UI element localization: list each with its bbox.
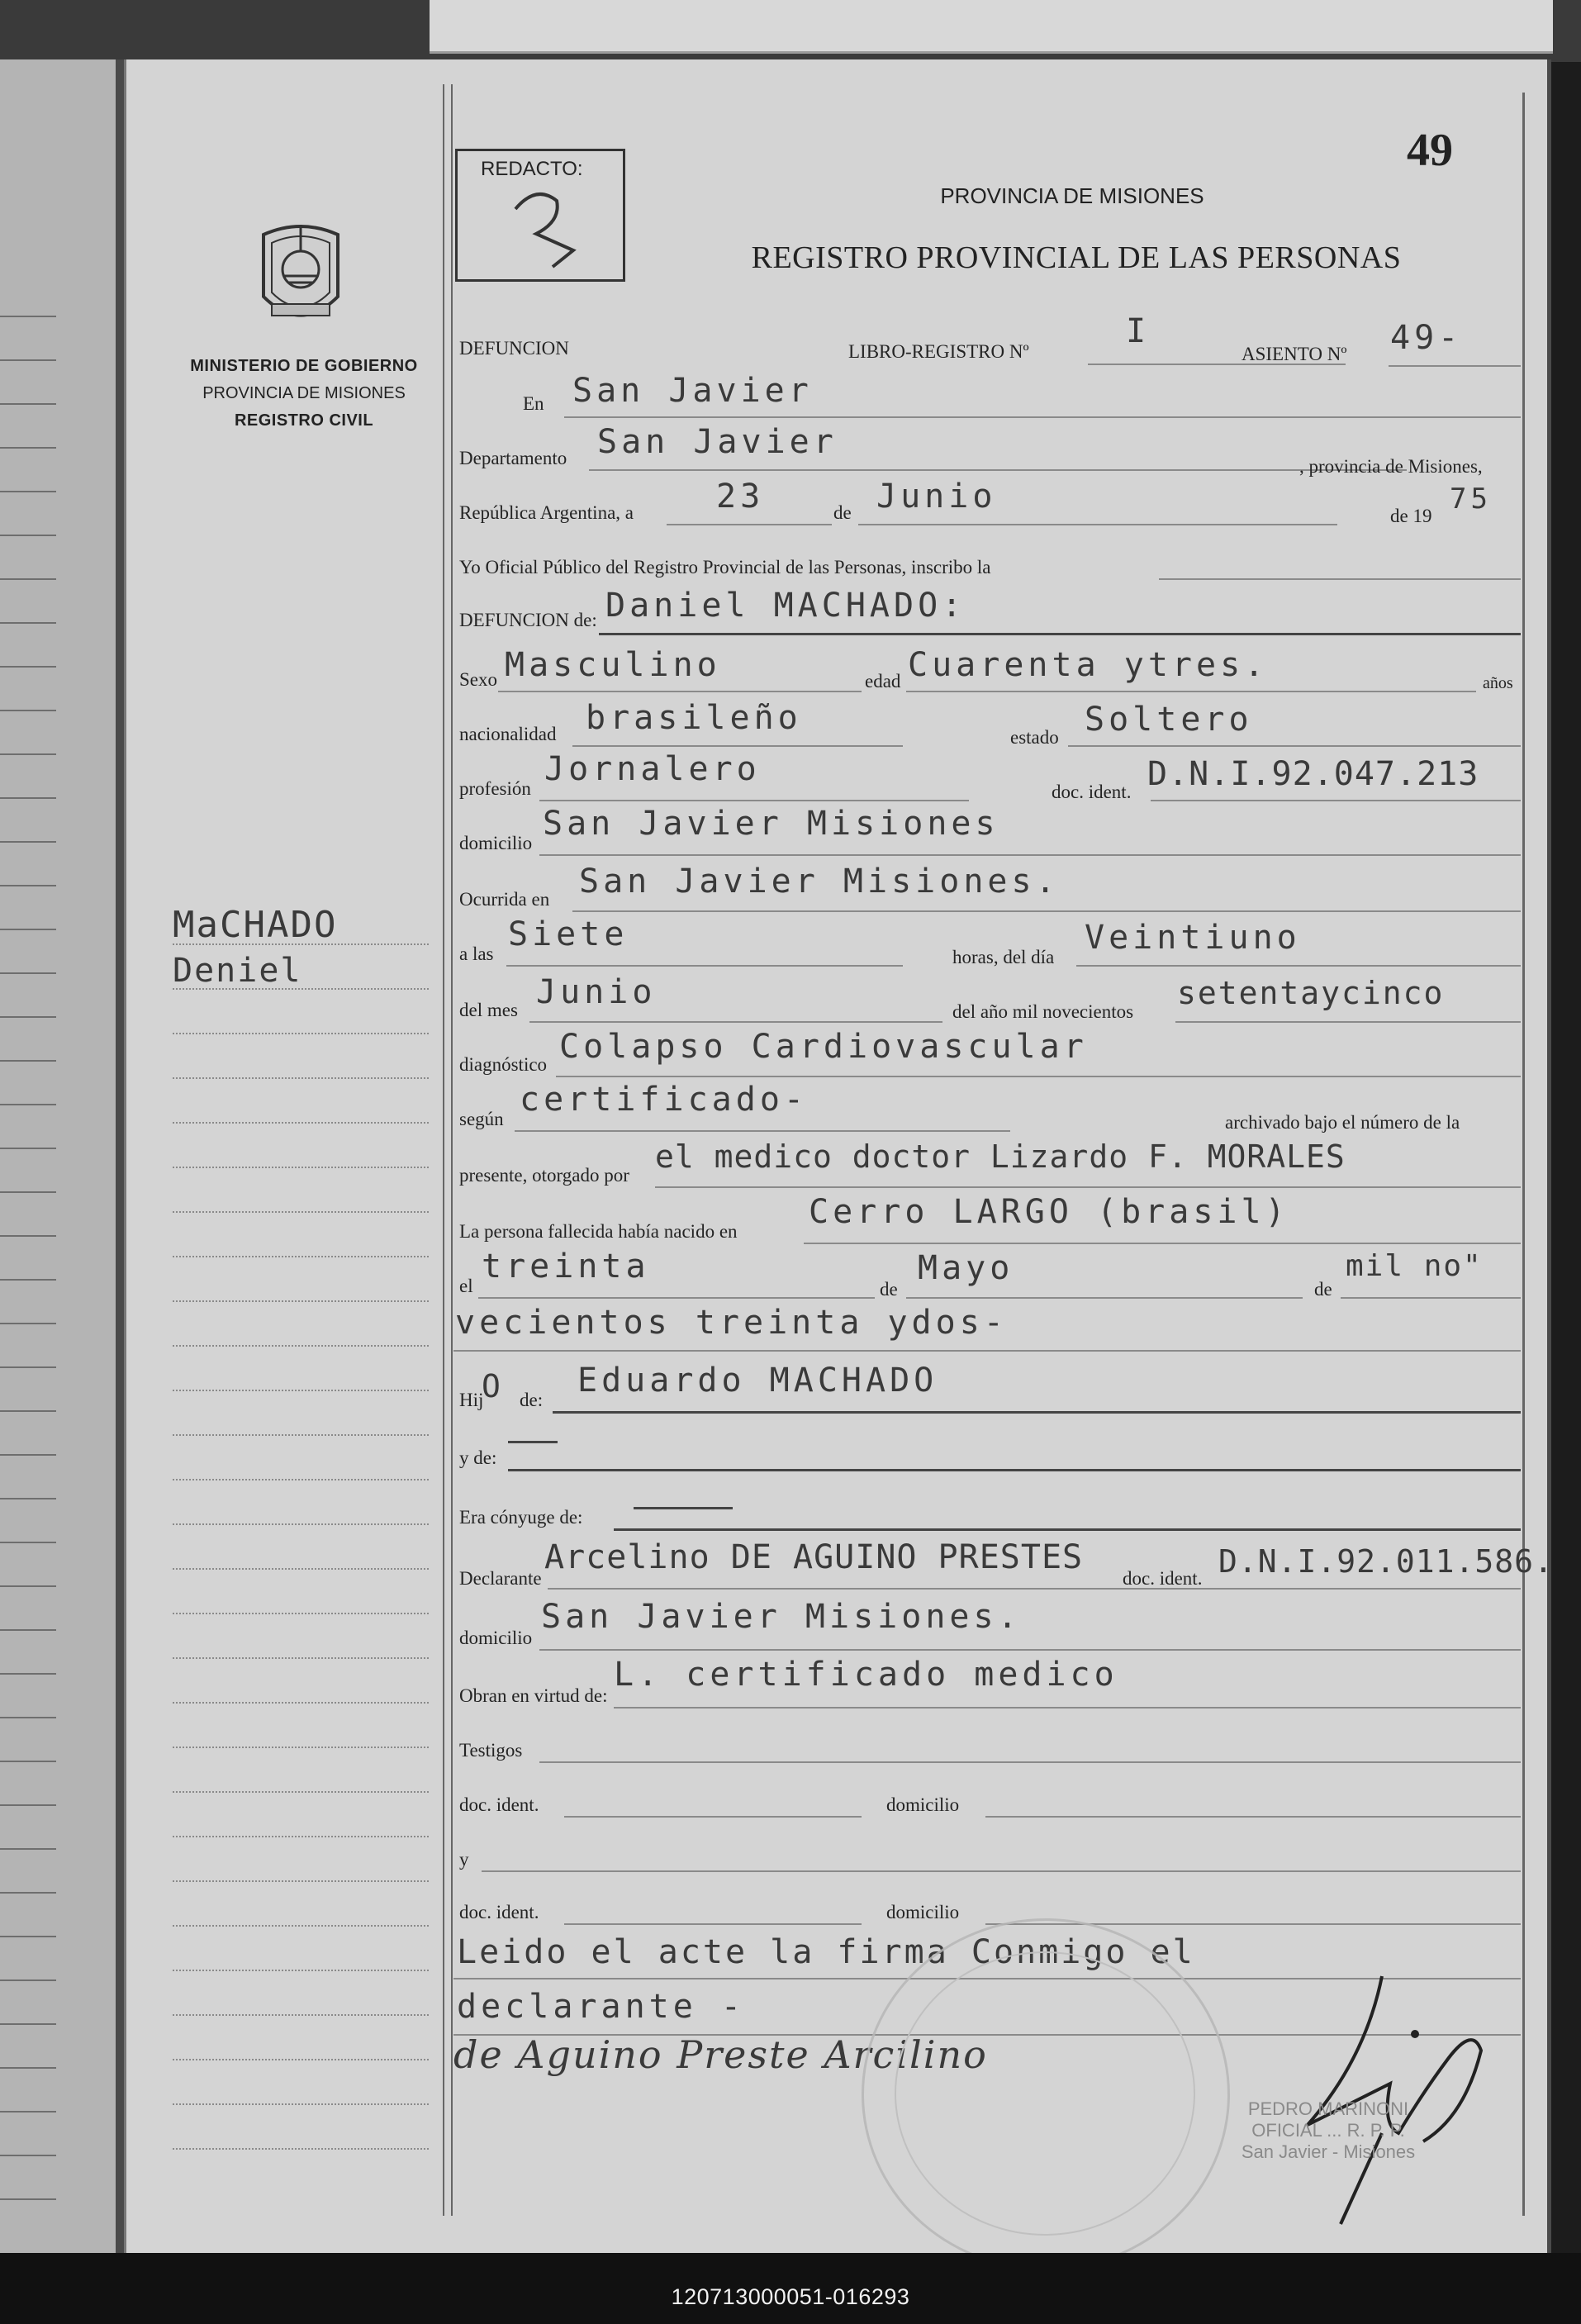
testigos-line [539, 1761, 1521, 1763]
left-page-rule [0, 359, 56, 361]
asiento-value: 49- [1390, 319, 1463, 357]
margin-rule [173, 1077, 429, 1079]
el-line [478, 1297, 875, 1299]
domicilio-line [539, 854, 1521, 856]
margin-note-name: Deniel [173, 952, 302, 990]
estado-label: estado [1010, 727, 1059, 748]
left-page-rule [0, 1673, 56, 1675]
continuation-value: vecientos treinta ydos- [455, 1304, 1008, 1342]
declarante-doc-label: doc. ident. [1123, 1568, 1203, 1589]
margin-rule [173, 1300, 429, 1302]
diagnostico-value: Colapso Cardiovascular [559, 1028, 1088, 1066]
left-page-rule [0, 2155, 56, 2156]
defuncion-de-value: Daniel MACHADO: [605, 587, 966, 625]
margin-rule [173, 1791, 429, 1793]
margin-rule [173, 1970, 429, 1971]
padre-value: Eduardo MACHADO [577, 1362, 938, 1400]
day-value: 23 [716, 478, 765, 516]
ocurrida-value: San Javier Misiones. [579, 863, 1060, 901]
left-page-rule [0, 447, 56, 449]
estado-line [1068, 745, 1521, 747]
testigo2-domicilio-label: domicilio [886, 1902, 960, 1922]
el-label: el [459, 1276, 473, 1296]
margin-rule [173, 2148, 429, 2150]
en-label: En [523, 393, 544, 414]
left-page-rule [0, 666, 56, 668]
sexo-line [498, 691, 862, 692]
testigo1-domicilio-label: domicilio [886, 1794, 960, 1815]
redacto-box [455, 149, 625, 282]
left-page-rule [0, 2198, 56, 2200]
left-page-rule [0, 929, 56, 930]
presente-line [655, 1186, 1521, 1188]
el-value: treinta [482, 1248, 650, 1286]
left-page-rule [0, 1060, 56, 1062]
sexo-label: Sexo [459, 669, 497, 690]
hijo-o: O [482, 1368, 505, 1404]
left-page-rule [0, 885, 56, 886]
ministry-block [159, 353, 449, 435]
year-value: 75 [1450, 482, 1492, 516]
segun-label: según [459, 1109, 504, 1129]
testigo1-domicilio-line [985, 1816, 1521, 1818]
a-las-label: a las [459, 943, 494, 964]
declarante-label: Declarante [459, 1568, 542, 1589]
left-page-rule [0, 316, 56, 317]
testigos-label: Testigos [459, 1740, 523, 1761]
ano-label: del año mil novecientos [952, 1001, 1134, 1022]
left-border-rule-inner [451, 84, 453, 2216]
testigo2-doc-line [564, 1923, 862, 1925]
oficial-text: Yo Oficial Público del Registro Provincial de las Personas, inscribo la [459, 557, 991, 577]
record-type-label: DEFUNCION [459, 338, 569, 359]
segun-line [515, 1130, 1010, 1132]
declarante-value: Arcelino DE AGUINO PRESTES [544, 1538, 1084, 1576]
asiento-label: ASIENTO Nº [1242, 344, 1347, 364]
left-page-rule [0, 972, 56, 974]
left-page-rule [0, 1498, 56, 1499]
left-page-rule [0, 1104, 56, 1105]
doc-label: doc. ident. [1052, 782, 1132, 802]
obran-line [614, 1707, 1521, 1709]
redacto-initials [458, 151, 623, 275]
left-page-rule [0, 797, 56, 799]
republica-label: República Argentina, a [459, 502, 634, 523]
margin-rule [173, 1345, 429, 1347]
margin-note-surname: MaCHADO [173, 904, 338, 946]
day-line [667, 524, 832, 525]
margin-rule [173, 1568, 429, 1570]
province-title: PROVINCIA DE MISIONES [940, 183, 1204, 208]
margin-rule [173, 1925, 429, 1927]
edad-value: Cuarenta ytres. [908, 646, 1269, 684]
conyuge-dash [634, 1507, 733, 1509]
left-page-edge [0, 59, 119, 2253]
left-page-rule [0, 1848, 56, 1850]
declarante-line [548, 1588, 1521, 1590]
left-page-rule [0, 1366, 56, 1368]
month-line [858, 524, 1337, 525]
hijo-de-label: de: [520, 1390, 544, 1410]
margin-rule [173, 1434, 429, 1436]
margin-rule [173, 2059, 429, 2060]
margin-rule [173, 1657, 429, 1659]
archivado-label: archivado bajo el número de la [1225, 1112, 1460, 1133]
doc-value: D.N.I.92.047.213 [1147, 755, 1479, 793]
en-value: San Javier [572, 372, 813, 410]
ministry-line-3: REGISTRO CIVIL [234, 411, 374, 430]
ano-line [1175, 1021, 1521, 1023]
officer-signature [1258, 1960, 1489, 2232]
nacido-value: Cerro LARGO (brasil) [809, 1193, 1289, 1231]
left-page-rule [0, 1410, 56, 1412]
margin-rule [173, 2014, 429, 2016]
left-page-rule [0, 1585, 56, 1587]
provincia-label: , provincia de Misiones, [1299, 456, 1483, 477]
padre-line [553, 1411, 1521, 1414]
declarante-domicilio-line [539, 1649, 1521, 1651]
ministry-line-1: MINISTERIO DE GOBIERNO [190, 357, 418, 375]
margin-rule [173, 1702, 429, 1704]
left-page-rule [0, 1804, 56, 1806]
registry-round-stamp-inner [895, 1951, 1195, 2236]
ocurrida-label: Ocurrida en [459, 889, 550, 910]
edad-label: edad [865, 671, 901, 691]
left-page-rule [0, 403, 56, 405]
nacido-line [804, 1243, 1521, 1244]
left-page-rule [0, 1235, 56, 1237]
margin-rule [173, 1836, 429, 1837]
departamento-label: Departamento [459, 448, 567, 468]
obran-label: Obran en virtud de: [459, 1685, 608, 1706]
right-border-rule [1522, 93, 1525, 2216]
sexo-value: Masculino [505, 646, 721, 684]
testigo2-doc-label: doc. ident. [459, 1902, 539, 1922]
left-page-rule [0, 2023, 56, 2025]
barcode-text: 120713000051-016293 [671, 2284, 910, 2309]
en-line [564, 416, 1521, 418]
ano-value: setentaycinco [1177, 975, 1445, 1011]
left-page-rule [0, 535, 56, 536]
register-page [124, 59, 1554, 2253]
dia-value: Veintiuno [1085, 919, 1301, 957]
a-las-line [506, 965, 903, 967]
defuncion-de-label: DEFUNCION de: [459, 610, 597, 630]
margin-rule [173, 1033, 429, 1034]
dia-line [1076, 965, 1521, 967]
oficial-line [1159, 578, 1521, 580]
left-page-rule [0, 1761, 56, 1762]
previous-page-edge [430, 0, 1553, 54]
year-label: de 19 [1390, 506, 1432, 526]
de2-label: de [880, 1279, 898, 1300]
margin-rule [173, 1747, 429, 1748]
margin-rule [173, 1613, 429, 1614]
left-page-rule [0, 1979, 56, 1981]
conyuge-label: Era cónyuge de: [459, 1507, 583, 1528]
hijo-label: Hij [459, 1390, 484, 1410]
nacido-label: La persona fallecida había nacido en [459, 1221, 738, 1242]
left-page-rule [0, 1454, 56, 1456]
declarant-signature: de Aguino Preste Arcilino [453, 2032, 988, 2077]
libro-label: LIBRO-REGISTRO Nº [848, 341, 1029, 362]
left-page-rule [0, 841, 56, 843]
y-de-label: y de: [459, 1447, 497, 1468]
declarante-doc-value: D.N.I.92.011.586. [1218, 1543, 1554, 1580]
nacionalidad-line [572, 745, 903, 747]
left-page-rule [0, 1191, 56, 1193]
margin-rule [173, 1390, 429, 1391]
left-page-rule [0, 1323, 56, 1324]
margin-rule [173, 1122, 429, 1124]
domicilio-label: domicilio [459, 833, 533, 853]
profesion-line [539, 800, 969, 801]
margin-rule [173, 1256, 429, 1257]
del-mes-label: del mes [459, 1000, 518, 1020]
testigo1-doc-line [564, 1816, 862, 1818]
testigo2-line [482, 1870, 1521, 1872]
closing-text-1: Leido el acte la firma Conmigo el [457, 1933, 1195, 1971]
officer-place: San Javier - Misiones [1241, 2141, 1416, 2162]
left-page-rule [0, 753, 56, 755]
profesion-label: profesión [459, 778, 531, 799]
officer-title: OFICIAL ... R. P. P. [1251, 2120, 1405, 2141]
closing-text-2: declarante - [457, 1988, 745, 2026]
redacto-label: REDACTO: [481, 158, 583, 180]
presente-label: presente, otorgado por [459, 1165, 629, 1186]
departamento-value: San Javier [597, 423, 838, 461]
a-las-value: Siete [508, 915, 629, 953]
registry-title: REGISTRO PROVINCIAL DE LAS PERSONAS [751, 240, 1402, 275]
edad-line [906, 691, 1476, 692]
asiento-line [1389, 365, 1521, 367]
profesion-value: Jornalero [544, 750, 761, 788]
left-page-rule [0, 1542, 56, 1543]
margin-rule [173, 1211, 429, 1213]
libro-value: I [1126, 312, 1151, 350]
margin-rule [173, 1523, 429, 1525]
left-page-rule [0, 1936, 56, 1937]
de-label: de [833, 502, 852, 523]
y-label: y [459, 1849, 469, 1870]
month-value: Junio [876, 478, 997, 516]
nacionalidad-value: brasileño [586, 699, 802, 737]
mil-line [1341, 1297, 1521, 1299]
officer-name: PEDRO MARINONI [1247, 2098, 1409, 2119]
mayo-line [906, 1297, 1303, 1299]
madre-line [508, 1469, 1521, 1471]
margin-rule [173, 1167, 429, 1168]
ministry-line-2: PROVINCIA DE MISIONES [202, 384, 406, 402]
testigo1-doc-label: doc. ident. [459, 1794, 539, 1815]
de3-label: de [1314, 1279, 1332, 1300]
horas-label: horas, del día [952, 947, 1055, 967]
left-page-rule [0, 578, 56, 580]
mil-value: mil no" [1346, 1249, 1483, 1283]
ocurrida-line [572, 910, 1521, 912]
left-page-rule [0, 1279, 56, 1281]
left-page-rule [0, 1148, 56, 1149]
margin-rule [173, 1880, 429, 1882]
left-page-rule [0, 622, 56, 624]
presente-value: el medico doctor Lizardo F. MORALES [655, 1138, 1346, 1175]
obran-value: L. certificado medico [614, 1656, 1118, 1694]
conyuge-line [614, 1528, 1521, 1531]
left-page-rule [0, 1892, 56, 1894]
domicilio-value: San Javier Misiones [543, 805, 999, 843]
nacionalidad-label: nacionalidad [459, 724, 557, 744]
departamento-line [589, 469, 1407, 471]
mes-line [529, 1021, 942, 1023]
anos-label: años [1483, 674, 1513, 692]
coat-of-arms-icon [247, 218, 354, 334]
left-page-rule [0, 2111, 56, 2113]
left-page-rule [0, 491, 56, 492]
left-page-rule [0, 2067, 56, 2069]
mes-value: Junio [536, 973, 657, 1011]
margin-rule [173, 1479, 429, 1480]
doc-line [1151, 800, 1521, 801]
segun-value: certificado- [520, 1081, 808, 1119]
margin-rule [173, 2103, 429, 2105]
left-page-rule [0, 1016, 56, 1018]
page-number: 49 [1407, 125, 1453, 176]
defuncion-de-line [599, 633, 1521, 635]
continuation-line [453, 1350, 1521, 1352]
declarante-domicilio-value: San Javier Misiones. [541, 1598, 1022, 1636]
left-page-rule [0, 1717, 56, 1718]
top-strip [0, 0, 1581, 62]
madre-dash [508, 1441, 558, 1443]
left-page-rule [0, 710, 56, 711]
declarante-domicilio-label: domicilio [459, 1628, 533, 1648]
left-page-rule [0, 1629, 56, 1631]
diagnostico-label: diagnóstico [459, 1054, 548, 1075]
estado-value: Soltero [1085, 701, 1253, 739]
mayo-value: Mayo [918, 1249, 1014, 1287]
diagnostico-line [556, 1076, 1521, 1077]
left-border-rule [443, 84, 444, 2216]
officer-stamp [1217, 2098, 1440, 2163]
